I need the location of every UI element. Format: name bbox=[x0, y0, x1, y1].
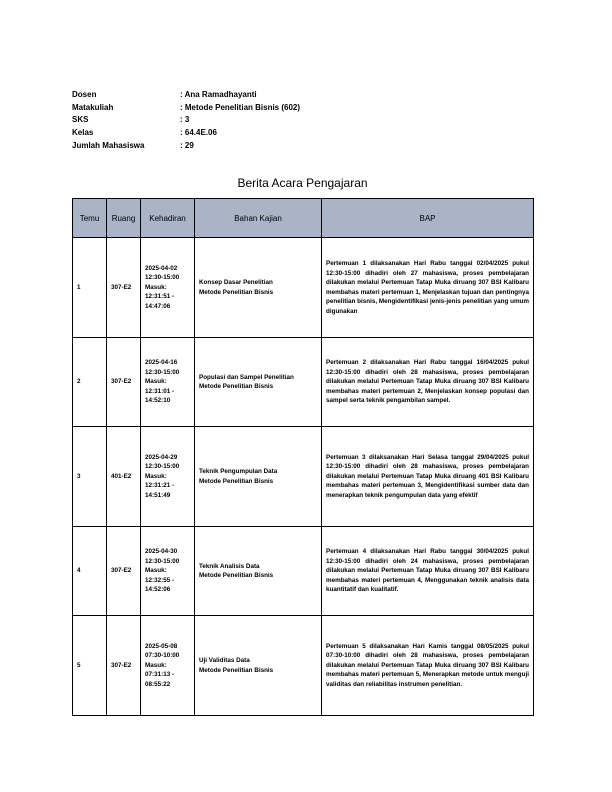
bahan-kajian-cell bbox=[195, 238, 322, 338]
kehadiran-in: 12:31:51 - bbox=[145, 293, 175, 301]
kehadiran-cell bbox=[141, 238, 195, 338]
kehadiran-cell bbox=[141, 616, 195, 716]
bahan-course: Metode Penelitian Bisnis bbox=[199, 666, 274, 674]
header-bahan-kajian: Bahan Kajian bbox=[195, 199, 322, 238]
kehadiran-date: 2025-05-08 bbox=[145, 642, 178, 650]
bahan-topic: Populasi dan Sampel Penelitian bbox=[199, 373, 294, 381]
kehadiran-out: 14:47:06 bbox=[145, 302, 171, 310]
info-value: : Metode Penelitian Bisnis (602) bbox=[180, 102, 301, 112]
ruang-cell: 307-E2 bbox=[107, 527, 141, 616]
ruang-cell: 307-E2 bbox=[107, 238, 141, 338]
bahan-topic: Teknik Analisis Data bbox=[199, 562, 260, 570]
kehadiran-masuk: Masuk: bbox=[145, 472, 167, 480]
header-kehadiran: Kehadiran bbox=[141, 199, 195, 238]
bahan-course: Metode Penelitian Bisnis bbox=[199, 477, 274, 485]
kehadiran-masuk: Masuk: bbox=[145, 661, 167, 669]
table-row bbox=[73, 427, 534, 527]
kehadiran-cell bbox=[141, 527, 195, 616]
bahan-topic: Konsep Dasar Penelitian bbox=[199, 279, 273, 286]
kehadiran-date: 2025-04-02 bbox=[145, 264, 178, 272]
bahan-kajian-cell bbox=[195, 527, 322, 616]
kehadiran-masuk: Masuk: bbox=[145, 567, 167, 575]
info-label: Dosen bbox=[72, 89, 97, 99]
kehadiran-masuk: Masuk: bbox=[145, 378, 167, 386]
header-ruang: Ruang bbox=[107, 199, 141, 238]
table-row bbox=[73, 238, 534, 338]
kehadiran-in: 12:32:55 - bbox=[145, 576, 175, 584]
bahan-kajian-cell bbox=[195, 616, 322, 716]
kehadiran-cell bbox=[141, 338, 195, 427]
bahan-course: Metode Penelitian Bisnis bbox=[199, 288, 274, 296]
ruang-cell: 307-E2 bbox=[107, 338, 141, 427]
kehadiran-time: 07:30-10:00 bbox=[145, 652, 180, 660]
bahan-kajian-cell bbox=[195, 427, 322, 527]
info-value: : Ana Ramadhayanti bbox=[180, 89, 257, 99]
bahan-course: Metode Penelitian Bisnis bbox=[199, 572, 274, 579]
bap-cell: Pertemuan 4 dilaksanakan Hari Rabu tanggal 30/04/2025 pukul 12:30-15:00 dihadiri oleh 24 mahasiswa, proses pembelajaran dilakukan melalui Pertemuan Tatap Muka diruang 307 BSI Kalibaru membahas materi pertemuan 4, Menggunakan teknik analisis data kuantitatif dan kualitatif. bbox=[322, 527, 534, 616]
info-label: Kelas bbox=[72, 128, 94, 138]
info-value: : 29 bbox=[180, 141, 194, 151]
temu-cell: 2 bbox=[73, 338, 107, 427]
kehadiran-time: 12:30-15:00 bbox=[145, 463, 180, 471]
bap-cell: Pertemuan 2 dilaksanakan Hari Rabu tanggal 16/04/2025 pukul 12:30-15:00 dihadiri oleh 28 mahasiswa, proses pembelajaran dilakukan melalui Pertemuan Tatap Muka diruang 307 BSI Kalibaru membahas materi pertemuan 2, Menjelaskan konsep populasi dan sampel serta teknik pengambilan sampel. bbox=[322, 338, 534, 427]
info-row-kelas bbox=[72, 126, 300, 139]
kehadiran-time: 12:30-15:00 bbox=[145, 557, 180, 565]
ruang-cell: 307-E2 bbox=[107, 616, 141, 716]
table-row bbox=[73, 616, 534, 716]
bahan-topic: Teknik Pengumpulan Data bbox=[199, 468, 278, 475]
info-row-jumlah-mahasiswa bbox=[72, 139, 300, 152]
kehadiran-date: 2025-04-16 bbox=[145, 359, 178, 367]
bahan-kajian-cell bbox=[195, 338, 322, 427]
bahan-course: Metode Penelitian Bisnis bbox=[199, 383, 274, 390]
kehadiran-in: 12:31:21 - bbox=[145, 482, 175, 490]
kehadiran-date: 2025-04-29 bbox=[145, 453, 178, 461]
temu-cell: 4 bbox=[73, 527, 107, 616]
kehadiran-time: 12:30-15:00 bbox=[145, 274, 180, 282]
kehadiran-in: 07:31:13 - bbox=[145, 671, 175, 679]
info-label: SKS bbox=[72, 115, 89, 125]
kehadiran-time: 12:30-15:00 bbox=[145, 368, 180, 376]
table-row bbox=[73, 338, 534, 427]
temu-cell: 1 bbox=[73, 238, 107, 338]
info-row-sks bbox=[72, 114, 300, 127]
info-row-matakuliah bbox=[72, 101, 300, 114]
kehadiran-out: 08:55:22 bbox=[145, 680, 171, 688]
bap-cell: Pertemuan 5 dilaksanakan Hari Kamis tanggal 08/05/2025 pukul 07:30-10:00 dihadiri oleh 28 mahasiswa, proses pembelajaran dilakukan melalui Pertemuan Tatap Muka diruang 307 BSI Kalibaru membahas materi pertemuan 5, Menerapkan metode untuk menguji validitas dan reliabilitas instrumen penelitian. bbox=[322, 616, 534, 716]
kehadiran-cell bbox=[141, 427, 195, 527]
ruang-cell: 401-E2 bbox=[107, 427, 141, 527]
bap-cell: Pertemuan 3 dilaksanakan Hari Selasa tanggal 29/04/2025 pukul 12:30-15:00 dihadiri oleh 28 mahasiswa, proses pembelajaran dilakukan melalui Pertemuan Tatap Muka diruang 401 BSI Kalibaru membahas materi pertemuan 3, Mengidentifikasi sumber data dan menerapkan teknik pengumpulan data yang efektif bbox=[322, 427, 534, 527]
header-bap: BAP bbox=[322, 199, 534, 238]
kehadiran-out: 14:52:10 bbox=[145, 397, 171, 405]
info-value: : 64.4E.06 bbox=[180, 128, 217, 138]
course-info bbox=[72, 88, 300, 152]
kehadiran-out: 14:51:49 bbox=[145, 491, 171, 499]
bahan-topic: Uji Validitas Data bbox=[199, 657, 250, 664]
kehadiran-date: 2025-04-30 bbox=[145, 548, 178, 556]
info-label: Matakuliah bbox=[72, 102, 114, 112]
kehadiran-out: 14:52:06 bbox=[145, 586, 171, 594]
info-label: Jumlah Mahasiswa bbox=[72, 141, 145, 151]
kehadiran-in: 12:31:01 - bbox=[145, 387, 175, 395]
bap-cell: Pertemuan 1 dilaksanakan Hari Rabu tanggal 02/04/2025 pukul 12:30-15:00 dihadiri oleh 27 mahasiswa, proses pembelajaran dilakukan melalui Pertemuan Tatap Muka diruang 307 BSI Kalibaru membahas materi pertemuan 1, Menjelaskan tujuan dan pentingnya penelitian bisnis, Mengidentifikasi jenis-jenis penelitian yang umum digunakan bbox=[322, 238, 534, 338]
table-header-row bbox=[73, 199, 534, 238]
page-title: Berita Acara Pengajaran bbox=[237, 176, 368, 190]
bap-table bbox=[72, 198, 534, 716]
kehadiran-masuk: Masuk: bbox=[145, 283, 167, 291]
table-row bbox=[73, 527, 534, 616]
header-temu: Temu bbox=[73, 199, 107, 238]
info-row-dosen bbox=[72, 88, 300, 101]
temu-cell: 3 bbox=[73, 427, 107, 527]
info-value: : 3 bbox=[180, 115, 190, 125]
temu-cell: 5 bbox=[73, 616, 107, 716]
